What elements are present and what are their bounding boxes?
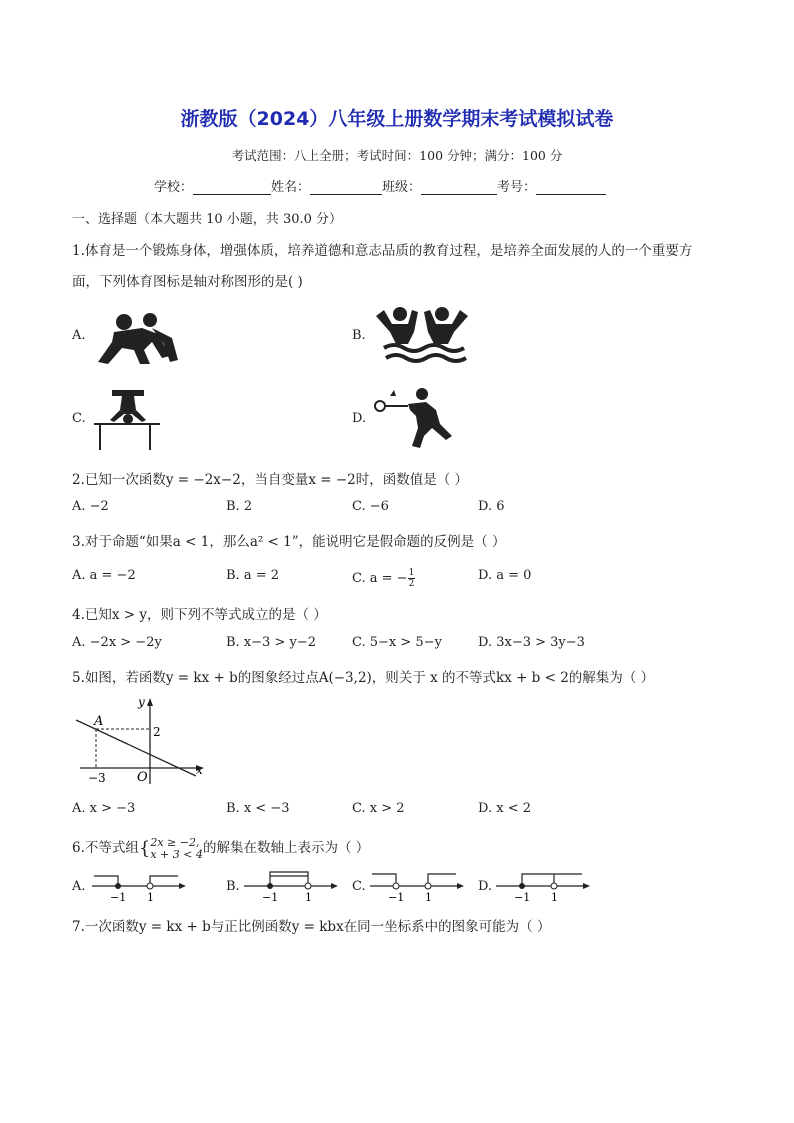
q6-stem-pre: 6.不等式组	[72, 840, 139, 856]
q6-system-line2: x + 3 < 4	[150, 847, 203, 861]
q6a-tick-neg1: −1	[110, 891, 127, 904]
q6a-tick-1: 1	[147, 891, 154, 904]
q1-option-b-label: B.	[352, 328, 366, 343]
wrestling-icon	[92, 310, 182, 366]
q6-option-d-numberline[interactable]	[492, 866, 592, 904]
q6c-tick-neg1: −1	[388, 891, 405, 904]
q5-option-b[interactable]: B. x < −3	[226, 801, 290, 816]
q4-stem: 4.已知x > y，则下列不等式成立的是（ ）	[72, 607, 327, 623]
q6d-tick-neg1: −1	[514, 891, 531, 904]
q6d-tick-1: 1	[551, 891, 558, 904]
exam-info: 考试范围：八上全册；考试时间：100 分钟；满分：100 分	[231, 148, 563, 163]
q1-stem-line1: 1.体育是一个锻炼身体，增强体质，培养道德和意志品质的教育过程，是培养全面发展的人的一个重要方	[72, 243, 693, 259]
school-field[interactable]	[193, 180, 271, 195]
class-field[interactable]	[421, 180, 497, 195]
q5-origin-label: O	[137, 770, 148, 785]
q3-frac-num: 1	[408, 568, 415, 578]
q6-option-c-label: C.	[352, 879, 366, 894]
q3-option-c[interactable]	[352, 568, 415, 589]
q5-point-a-label: A	[94, 714, 104, 729]
q5-tick-neg3: −3	[88, 771, 106, 785]
handstand-icon	[92, 388, 162, 452]
q6-option-d-label: D.	[478, 879, 493, 894]
q4-option-c[interactable]: C. 5−x > 5−y	[352, 635, 442, 650]
q2-option-a[interactable]: A. −2	[72, 499, 109, 514]
q3-option-c-text: C. a = −	[352, 571, 408, 586]
q6-system	[150, 837, 203, 861]
class-label: 班级：	[382, 180, 422, 195]
q6-option-b-numberline[interactable]	[240, 866, 340, 904]
student-info-row	[154, 176, 606, 195]
q5-y-label: y	[138, 695, 145, 709]
page-title: 浙教版（2024）八年级上册数学期末考试模拟试卷	[180, 108, 614, 130]
q3-option-b[interactable]: B. a = 2	[226, 568, 279, 583]
number-field[interactable]	[536, 180, 606, 195]
q5-option-c[interactable]: C. x > 2	[352, 801, 405, 816]
q6-option-a-label: A.	[72, 879, 86, 894]
q6-brace: {	[138, 837, 151, 859]
number-label: 考号：	[497, 180, 537, 195]
name-field[interactable]	[310, 180, 382, 195]
school-label: 学校：	[154, 180, 194, 195]
q2-option-c[interactable]: C. −6	[352, 499, 389, 514]
q3-frac-den: 2	[408, 579, 415, 589]
q1-option-d-label: D.	[352, 411, 367, 426]
badminton-icon	[370, 386, 462, 450]
q5-stem: 5.如图，若函数y = kx + b的图象经过点A(−3,2)，则关于 x 的不等式kx + b < 2的解集为（ ）	[72, 670, 655, 686]
q4-option-b[interactable]: B. x−3 > y−2	[226, 635, 316, 650]
q1-option-a-label: A.	[72, 328, 86, 343]
q7-stem: 7.一次函数y = kx + b与正比例函数y = kbx在同一坐标系中的图象可能为（ ）	[72, 919, 551, 935]
q2-option-b[interactable]: B. 2	[226, 499, 253, 514]
q6-system-line1: 2x ≥ −2,	[150, 835, 200, 849]
section-heading: 一、选择题（本大题共 10 小题，共 30.0 分）	[72, 212, 343, 227]
q2-option-d[interactable]: D. 6	[478, 499, 505, 514]
q3-stem: 3.对于命题“如果a < 1，那么a² < 1”，能说明它是假命题的反例是（ ）	[72, 534, 506, 550]
water-polo-icon	[372, 302, 472, 366]
q6b-tick-1: 1	[305, 891, 312, 904]
q3-option-a[interactable]: A. a = −2	[72, 568, 136, 583]
q3-fraction	[408, 568, 416, 589]
q6c-tick-1: 1	[425, 891, 432, 904]
q6-option-c-numberline[interactable]	[366, 866, 466, 904]
q6-stem	[72, 836, 369, 861]
q5-option-d[interactable]: D. x < 2	[478, 801, 531, 816]
q5-x-label: x	[196, 763, 203, 777]
q5-option-a[interactable]: A. x > −3	[72, 801, 136, 816]
q4-option-d[interactable]: D. 3x−3 > 3y−3	[478, 635, 585, 650]
q3-option-d[interactable]: D. a = 0	[478, 568, 532, 583]
q4-option-a[interactable]: A. −2x > −2y	[72, 635, 162, 650]
q6-option-b-label: B.	[226, 879, 240, 894]
q2-stem: 2.已知一次函数y = −2x−2，当自变量x = −2时，函数值是（ ）	[72, 472, 469, 488]
q1-option-c-label: C.	[72, 411, 86, 426]
name-label: 姓名：	[271, 180, 311, 195]
q5-tick-2: 2	[153, 725, 161, 739]
q5-graph	[72, 692, 212, 787]
q6b-tick-neg1: −1	[262, 891, 279, 904]
q6-stem-post: 的解集在数轴上表示为（ ）	[202, 840, 370, 856]
q6-option-a-numberline[interactable]	[88, 868, 188, 904]
q1-stem-line2: 面，下列体育图标是轴对称图形的是( )	[72, 274, 303, 290]
